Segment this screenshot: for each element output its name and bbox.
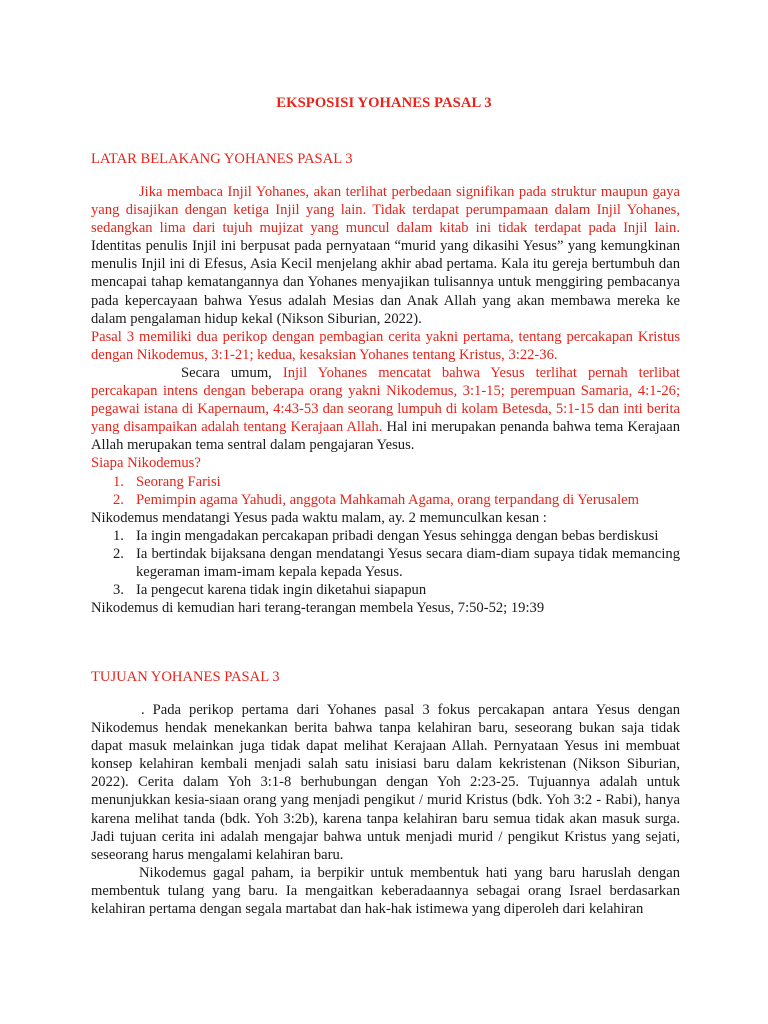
list-number: 3. [113, 582, 124, 599]
general-highlight: Injil Yohanes mencatat bahwa Yesus terlihat pernah terlibat percakapan intens dengan beberapa orang yakni Nikodemus, 3:1-15; perempuan Samaria, 4:1-26; pegawai istana di Kapernaum, 4:43-53 dan seorang lumpuh di kolam Betesda, 5:1-15 dan inti berita yang disampaikan adalah tentang Kerajaan Allah. [91, 364, 680, 436]
list-number: 2. [113, 545, 124, 562]
general-text: Hal ini merupakan penanda bahwa tema Kerajaan Allah merupakan tema sentral dalam pengajaran Yesus. [91, 419, 680, 454]
list-item [91, 545, 680, 581]
impressions-list [91, 527, 680, 599]
document-title: EKSPOSISI YOHANES PASAL 3 [276, 95, 492, 111]
list-text: Ia pengecut karena tidak ingin diketahui siapapun [136, 582, 427, 599]
paragraph-general [91, 364, 680, 454]
later-defense: Nikodemus di kemudian hari terang-terangan membela Yesus, 7:50-52; 19:39 [91, 600, 545, 617]
paragraph-pericopes: Pasal 3 memiliki dua perikop dengan pembagian cerita yakni pertama, tentang percakapan Kristus dengan Nikodemus, 3:1-21; kedua, kesaksian Yohanes tentang Kristus, 3:22-36. [91, 328, 680, 363]
list-text: Ia ingin mengadakan percakapan pribadi dengan Yesus sehingga dengan bebas berdiskusi [136, 527, 659, 544]
section-heading-purpose: TUJUAN YOHANES PASAL 3 [91, 669, 280, 685]
section-purpose-body [91, 701, 680, 918]
list-item [91, 581, 680, 599]
list-item [91, 491, 680, 509]
list-text: Pemimpin agama Yahudi, anggota Mahkamah Agama, orang terpandang di Yerusalem [136, 491, 639, 508]
list-number: 1. [113, 473, 124, 490]
list-item [91, 527, 680, 545]
list-text: Seorang Farisi [136, 473, 221, 490]
paragraph-misunderstanding: Nikodemus gagal paham, ia berpikir untuk membentuk hati yang baru haruslah dengan membentuk tulang yang baru. Ia mengaitkan keberadaannya sebagai orang Israel berdasarkan kelahiran pertama dengan segala martabat dan hak-hak istimewa yang diperoleh dari kelahiran [91, 864, 680, 918]
general-lead: Secara umum, [181, 364, 283, 381]
paragraph-purpose: . Pada perikop pertama dari Yohanes pasal 3 fokus percakapan antara Yesus dengan Nikodemus hendak menekankan berita bahwa tanpa kelahiran baru, seseorang bukan saja tidak dapat masuk melainkan juga tidak dapat melihat Kerajaan Allah. Pernyataan Yesus ini membuat konsep kelahiran kembali menjadi salah satu inisiasi baru dalam kekristenan (Nikson Siburian, 2022). Cerita dalam Yoh 3:1-8 berhubungan dengan Yoh 2:23-25. Tujuannya adalah untuk menunjukkan kesia-siaan orang yang menjadi pengikut / murid Kristus (bdk. Yoh 3:2 - Rabi), hanya karena melihat tanda (bdk. Yoh 3:2b), karena tanpa kelahiran baru semua tidak akan masuk surga. Jadi tujuan cerita ini adalah mengajar bahwa untuk menjadi murid / pengikut Kristus yang sejati, seseorang harus mengalami kelahiran baru. [91, 702, 680, 863]
night-intro: Nikodemus mendatangi Yesus pada waktu malam, ay. 2 memunculkan kesan : [91, 509, 547, 526]
list-number: 2. [113, 491, 124, 508]
section-background-body [91, 183, 680, 617]
who-list [91, 473, 680, 509]
intro-text: Identitas penulis Injil ini berpusat pada pernyataan “murid yang dikasihi Yesus” yang kemungkinan menulis Injil ini di Efesus, Asia Kecil menjelang akhir abad pertama. Kala itu gereja bertumbuh dan mencapai tahap kematangannya dan Yohanes menyajikan tulisannya untuk menggiring pembacanya pada kepercayaan bahwa Yesus adalah Mesias dan Anak Allah yang akan membawa mereka ke dalam pengalaman hidup kekal (Nikson Siburian, 2022). [91, 238, 680, 327]
intro-highlight: Jika membaca Injil Yohanes, akan terlihat perbedaan signifikan pada struktur maupun gaya yang disajikan dengan ketiga Injil yang lain. Tidak terdapat perumpamaan dalam Injil Yohanes, sedangkan lima dari tujuh mujizat yang muncul dalam kitab ini tidak terdapat pada Injil lain. [91, 184, 680, 237]
paragraph-intro [91, 183, 680, 328]
list-number: 1. [113, 527, 124, 544]
question-heading: Siapa Nikodemus? [91, 455, 201, 472]
section-heading-background: LATAR BELAKANG YOHANES PASAL 3 [91, 151, 353, 167]
list-item [91, 473, 680, 491]
list-text: Ia bertindak bijaksana dengan mendatangi Yesus secara diam-diam supaya tidak memancing kegeraman imam-imam kepala kepada Yesus. [136, 545, 680, 580]
